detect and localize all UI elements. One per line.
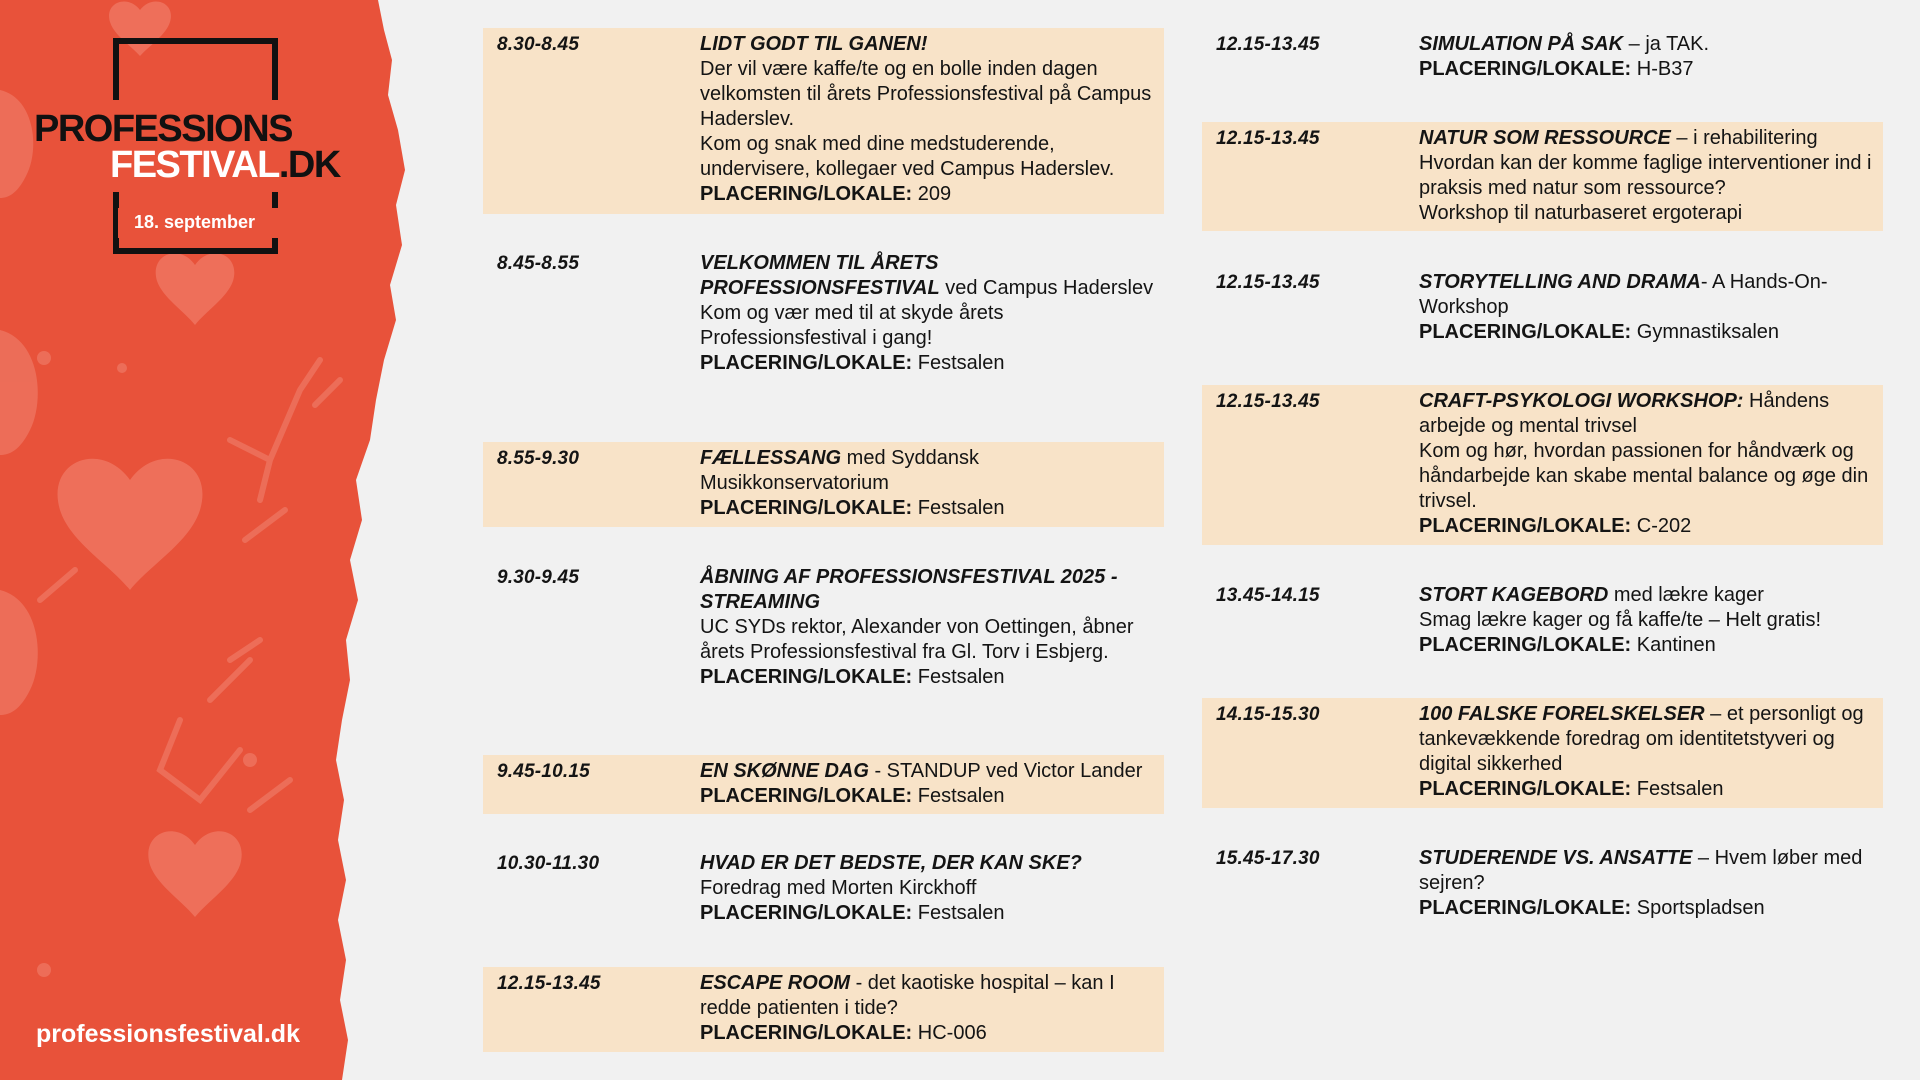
festival-date: 18. september	[130, 212, 259, 233]
entry-title-suffix: med Syddansk Musikkonservatorium	[700, 447, 979, 494]
schedule-entry	[1202, 266, 1883, 351]
entry-place: Festsalen	[917, 785, 1005, 807]
place-label: PLACERING/LOKALE:	[1419, 634, 1632, 656]
schedule-entry	[483, 442, 1164, 527]
place-label: PLACERING/LOKALE:	[700, 183, 913, 205]
entry-title: ÅBNING AF PROFESSIONSFESTIVAL 2025 - STREAMING	[700, 566, 1118, 613]
schedule-entry	[1202, 842, 1883, 927]
place-label: PLACERING/LOKALE:	[700, 785, 913, 807]
entry-description: Kom og vær med til at skyde årets Professionsfestival i gang!	[700, 302, 1004, 349]
entry-place: C-202	[1636, 515, 1692, 537]
entry-title-suffix: - det kaotiske hospital – kan I redde patienten i tide?	[700, 972, 1115, 1019]
entry-time: 12.15-13.45	[1216, 272, 1320, 293]
schedule-entry	[483, 28, 1164, 214]
entry-description: Foredrag med Morten Kirckhoff	[700, 877, 977, 899]
entry-time: 12.15-13.45	[1216, 34, 1320, 55]
schedule-entry	[483, 967, 1164, 1052]
place-label: PLACERING/LOKALE:	[700, 1022, 913, 1044]
entry-place: Kantinen	[1636, 634, 1716, 656]
entry-time: 13.45-14.15	[1216, 585, 1320, 606]
entry-title: NATUR SOM RESSOURCE	[1419, 127, 1671, 149]
entry-place: H-B37	[1636, 58, 1694, 80]
schedule-entry	[483, 847, 1164, 932]
entry-time: 12.15-13.45	[1216, 128, 1320, 149]
entry-description: UC SYDs rektor, Alexander von Oettingen, åbner årets Professionsfestival fra Gl. Torv i Esbjerg.	[700, 616, 1134, 663]
entry-title: STORYTELLING AND DRAMA	[1419, 271, 1701, 293]
place-label: PLACERING/LOKALE:	[1419, 58, 1632, 80]
entry-time: 15.45-17.30	[1216, 848, 1320, 869]
schedule-entry	[483, 247, 1164, 409]
place-label: PLACERING/LOKALE:	[1419, 321, 1632, 343]
entry-time: 8.55-9.30	[497, 448, 580, 469]
schedule-entry	[1202, 122, 1883, 231]
entry-time: 8.30-8.45	[497, 34, 580, 55]
place-label: PLACERING/LOKALE:	[700, 902, 913, 924]
entry-title-suffix: – Hvem løber med sejren?	[1419, 847, 1863, 894]
entry-title: STORT KAGEBORD	[1419, 584, 1609, 606]
place-label: PLACERING/LOKALE:	[1419, 778, 1632, 800]
entry-place: Festsalen	[917, 352, 1005, 374]
entry-title-suffix: – et personligt og tankevækkende foredrag om identitetstyveri og digital sikkerhed	[1419, 703, 1864, 775]
entry-time: 8.45-8.55	[497, 253, 580, 274]
logo-text-professions: PROFESSIONS	[34, 108, 292, 150]
entry-title: LIDT GODT TIL GANEN!	[700, 33, 928, 55]
entry-place: Festsalen	[917, 497, 1005, 519]
entry-place: Festsalen	[1636, 778, 1724, 800]
entry-description: Workshop til naturbaseret ergoterapi	[1419, 202, 1743, 224]
entry-description: Hvordan kan der komme faglige interventioner ind i praksis med natur som ressource?	[1419, 152, 1872, 199]
entry-place: Sportspladsen	[1636, 897, 1765, 919]
entry-title-suffix: Håndens arbejde og mental trivsel	[1419, 390, 1830, 437]
brand-panel	[0, 0, 420, 1080]
entry-title: ESCAPE ROOM	[700, 972, 851, 994]
entry-title-suffix: med lækre kager	[1608, 584, 1764, 606]
entry-description: Smag lækre kager og få kaffe/te – Helt gratis!	[1419, 609, 1822, 631]
entry-title-suffix: ved Campus Haderslev	[939, 277, 1154, 299]
entry-place: Gymnastiksalen	[1636, 321, 1780, 343]
entry-description: Kom og snak med dine medstuderende, undervisere, kollegaer ved Campus Haderslev.	[700, 133, 1115, 180]
entry-description: Der vil være kaffe/te og en bolle inden dagen velkomsten til årets Professionsfestival på Campus Haderslev.	[700, 58, 1152, 130]
place-label: PLACERING/LOKALE:	[700, 352, 913, 374]
schedule-entry	[483, 561, 1164, 731]
entry-place: 209	[917, 183, 952, 205]
entry-time: 14.15-15.30	[1216, 704, 1320, 725]
entry-title: CRAFT-PSYKOLOGI WORKSHOP:	[1419, 390, 1744, 412]
entry-description: Kom og hør, hvordan passionen for håndværk og håndarbejde kan skabe mental balance og øge din trivsel.	[1419, 440, 1869, 512]
entry-title-suffix: – i rehabilitering	[1670, 127, 1818, 149]
entry-time: 12.15-13.45	[497, 973, 601, 994]
entry-place: Festsalen	[917, 902, 1005, 924]
entry-title: HVAD ER DET BEDSTE, DER KAN SKE?	[700, 852, 1082, 874]
entry-title: EN SKØNNE DAG	[700, 760, 869, 782]
place-label: PLACERING/LOKALE:	[700, 666, 913, 688]
entry-title-suffix: - STANDUP ved Victor Lander	[868, 760, 1143, 782]
schedule-entry	[1202, 698, 1883, 808]
place-label: PLACERING/LOKALE:	[700, 497, 913, 519]
entry-time: 9.30-9.45	[497, 567, 580, 588]
logo-text-festival: FESTIVAL.DK	[110, 144, 340, 186]
place-label: PLACERING/LOKALE:	[1419, 897, 1632, 919]
entry-title: SIMULATION PÅ SAK	[1419, 33, 1624, 55]
entry-title: STUDERENDE VS. ANSATTE	[1419, 847, 1693, 869]
website-url[interactable]: professionsfestival.dk	[36, 1020, 300, 1048]
entry-title: VELKOMMEN TIL ÅRETS PROFESSIONSFESTIVAL	[700, 252, 940, 299]
entry-place: Festsalen	[917, 666, 1005, 688]
entry-place: HC-006	[917, 1022, 987, 1044]
entry-title-suffix: - A Hands-On-Workshop	[1419, 271, 1828, 318]
entry-title-suffix: – ja TAK.	[1623, 33, 1710, 55]
place-label: PLACERING/LOKALE:	[1419, 515, 1632, 537]
entry-title: 100 FALSKE FORELSKELSER	[1419, 703, 1705, 725]
schedule-entry	[1202, 579, 1883, 664]
entry-time: 12.15-13.45	[1216, 391, 1320, 412]
schedule-entry	[1202, 28, 1883, 87]
entry-title: FÆLLESSANG	[700, 447, 842, 469]
entry-time: 10.30-11.30	[497, 853, 600, 874]
schedule-entry	[1202, 385, 1883, 545]
entry-time: 9.45-10.15	[497, 761, 590, 782]
schedule-entry	[483, 755, 1164, 814]
